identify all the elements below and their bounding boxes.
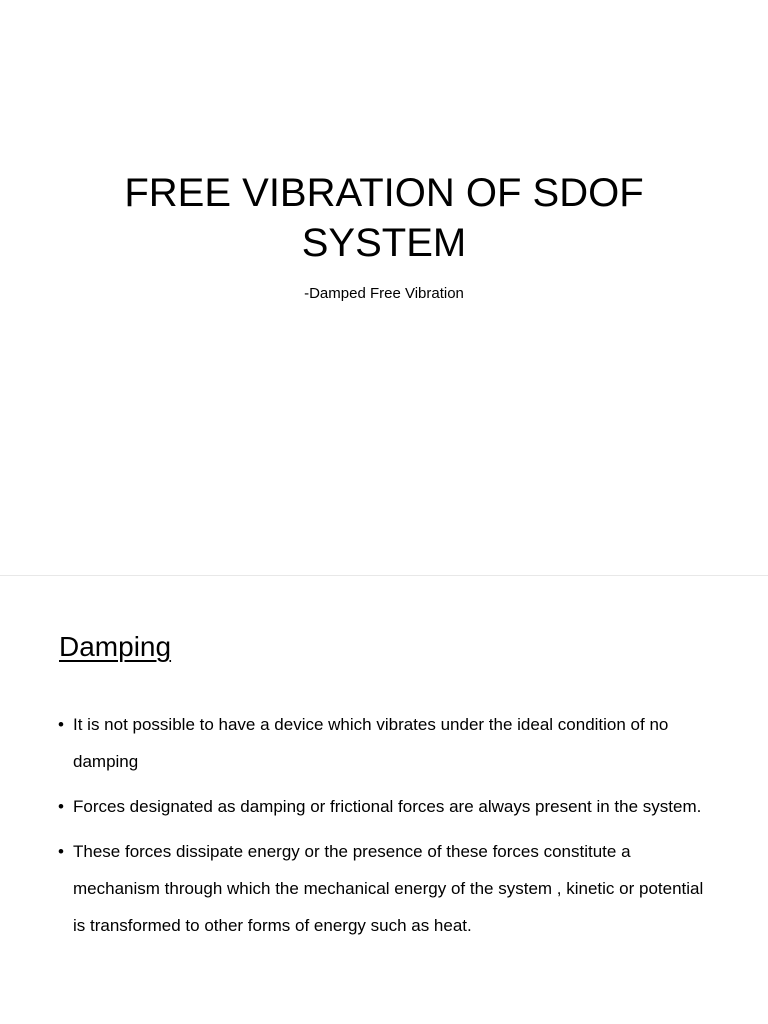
- slide-title-line-2: SYSTEM: [301, 221, 467, 265]
- bullet-dot-icon: •: [58, 715, 64, 734]
- bullet-item: [58, 706, 720, 780]
- bullet-text: Forces designated as damping or frictional forces are always present in the system.: [73, 797, 702, 816]
- bullet-list: [58, 706, 720, 952]
- section-heading: Damping: [59, 631, 172, 662]
- bullet-dot-icon: •: [58, 797, 64, 816]
- slide-subtitle: -Damped Free Vibration: [304, 285, 464, 302]
- slide-title-line-1: FREE VIBRATION OF SDOF: [124, 171, 644, 215]
- bullet-text: It is not possible to have a device which vibrates under the ideal condition of no damping: [73, 715, 669, 771]
- bullet-dot-icon: •: [58, 842, 64, 861]
- bullet-item: [58, 833, 720, 944]
- bullet-text: These forces dissipate energy or the presence of these forces constitute a mechanism through which the mechanical energy of the system , kinetic or potential is transformed to other forms of energy such as heat.: [73, 842, 704, 935]
- slide-title: [60, 168, 708, 268]
- content-slide: [0, 576, 768, 1024]
- bullet-item: [58, 788, 720, 825]
